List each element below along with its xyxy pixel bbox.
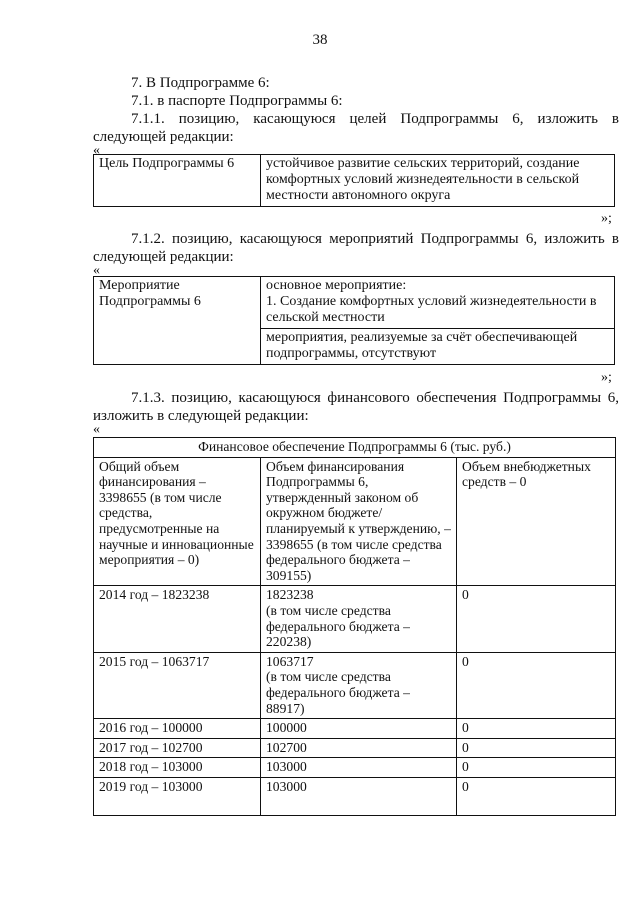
goal-label: Цель Подпрограммы 6 (94, 155, 261, 207)
item-711-line1: 7.1.1. позицию, касающуюся целей Подпрограммы 6, изложить в (131, 111, 619, 127)
year-cell: 2019 год – 103000 (94, 777, 261, 815)
extra-cell: 0 (457, 738, 616, 758)
close-quote: »; (601, 370, 612, 385)
year-cell: 2015 год – 1063717 (94, 652, 261, 718)
budget-financing-cell: Объем финансирования Подпрограммы 6, утвержденный законом об окружном бюджете/ планируемый к утверждению, – 3398655 (в том числе средства федерального бюджета – 309155) (261, 457, 457, 586)
year-cell: 2014 год – 1823238 (94, 586, 261, 652)
table-row (94, 758, 616, 778)
year-cell: 2017 год – 102700 (94, 738, 261, 758)
budget-cell: 103000 (261, 777, 457, 815)
extra-cell: 0 (457, 652, 616, 718)
close-quote: »; (601, 211, 612, 226)
budget-cell: 1063717 (в том числе средства федерального бюджета – 88917) (261, 652, 457, 718)
budget-cell: 100000 (261, 719, 457, 739)
year-cell: 2018 год – 103000 (94, 758, 261, 778)
activities-label: Мероприятие Подпрограммы 6 (94, 277, 261, 365)
open-quote: « (93, 263, 100, 278)
extra-cell: 0 (457, 719, 616, 739)
extrabudget-cell: Объем внебюджетных средств – 0 (457, 457, 616, 586)
item-713-line1: 7.1.3. позицию, касающуюся финансового обеспечения Подпрограммы 6, (131, 390, 619, 406)
budget-cell: 103000 (261, 758, 457, 778)
activities-table (93, 276, 615, 365)
table-row (94, 652, 616, 718)
page-number: 38 (312, 32, 328, 48)
table-row (94, 777, 616, 815)
goal-value: устойчивое развитие сельских территорий, создание комфортных условий жизнедеятельности в сельской местности автономного округа (261, 155, 615, 207)
total-financing-cell: Общий объем финансирования – 3398655 (в том числе средства, предусмотренные на научные и инновационные мероприятия – 0) (94, 457, 261, 586)
table-row (94, 738, 616, 758)
subsection-heading: 7.1. в паспорте Подпрограммы 6: (131, 93, 343, 109)
section-heading: 7. В Подпрограмме 6: (131, 75, 270, 91)
financing-header: Финансовое обеспечение Подпрограммы 6 (тыс. руб.) (94, 438, 616, 458)
item-712-line2: следующей редакции: (93, 249, 234, 265)
table-row (94, 719, 616, 739)
item-712-line1: 7.1.2. позицию, касающуюся мероприятий Подпрограммы 6, изложить в (131, 231, 619, 247)
item-713-line2: изложить в следующей редакции: (93, 408, 309, 424)
open-quote: « (93, 422, 100, 437)
activities-secondary: мероприятия, реализуемые за счёт обеспечивающей подпрограммы, отсутствуют (261, 329, 615, 365)
budget-cell: 102700 (261, 738, 457, 758)
extra-cell: 0 (457, 586, 616, 652)
open-quote: « (93, 143, 100, 158)
table-row (94, 586, 616, 652)
goal-table (93, 154, 615, 207)
financing-table (93, 437, 616, 816)
activities-main: основное мероприятие: 1. Создание комфортных условий жизнедеятельности в сельской местности (261, 277, 615, 329)
extra-cell: 0 (457, 777, 616, 815)
year-cell: 2016 год – 100000 (94, 719, 261, 739)
item-711-line2: следующей редакции: (93, 129, 234, 145)
extra-cell: 0 (457, 758, 616, 778)
budget-cell: 1823238 (в том числе средства федерального бюджета – 220238) (261, 586, 457, 652)
